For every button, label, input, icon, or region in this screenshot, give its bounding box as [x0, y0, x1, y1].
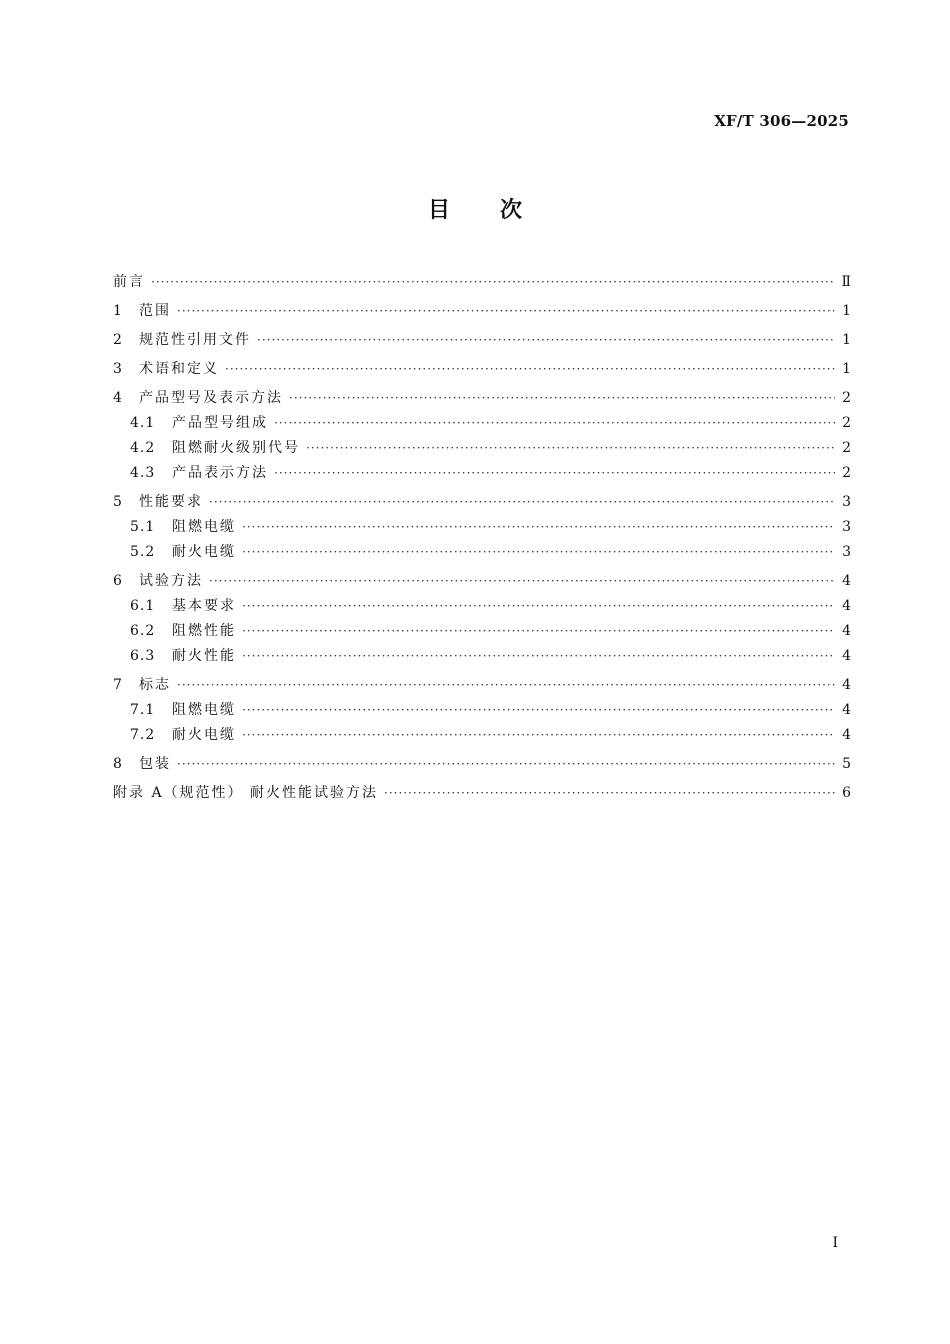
- toc-entry-label: 标志: [139, 677, 171, 693]
- toc-entry-label: 产品型号组成: [172, 415, 268, 431]
- toc-entry[interactable]: [113, 517, 851, 537]
- toc-dot-leader: [289, 388, 835, 408]
- toc-entry[interactable]: [113, 463, 851, 483]
- toc-entry-number: 4.1: [130, 415, 156, 431]
- toc-dot-leader: [257, 330, 835, 350]
- toc-entry-label: 规范性引用文件: [139, 332, 251, 348]
- toc-entry-number: 8: [113, 756, 122, 772]
- toc-entry-page: Ⅱ: [841, 274, 851, 290]
- toc-entry[interactable]: [113, 492, 851, 512]
- toc-entry-number: 1: [113, 303, 122, 319]
- toc-dot-leader: [177, 301, 835, 321]
- toc-dot-leader: [177, 675, 835, 695]
- toc-entry-number: 6: [113, 573, 122, 589]
- toc-entry-label: 阻燃耐火级别代号: [172, 440, 300, 456]
- table-of-contents: [113, 272, 851, 803]
- toc-title: 目次: [427, 198, 572, 223]
- toc-entry[interactable]: [113, 700, 851, 720]
- toc-entry-page: 4: [842, 702, 851, 718]
- toc-entry[interactable]: [113, 330, 851, 350]
- toc-entry-number: 7.1: [130, 702, 156, 718]
- toc-entry[interactable]: [113, 301, 851, 321]
- footer-page-number: Ⅰ: [832, 1235, 838, 1251]
- toc-entry-page: 4: [842, 598, 851, 614]
- toc-entry-page: 4: [842, 623, 851, 639]
- toc-entry-number: 4: [113, 390, 122, 406]
- toc-entry[interactable]: [113, 438, 851, 458]
- toc-dot-leader: [225, 359, 835, 379]
- toc-entry-page: 2: [842, 440, 851, 456]
- toc-entry-label: 性能要求: [139, 494, 203, 510]
- toc-entry-page: 3: [842, 519, 851, 535]
- toc-entry[interactable]: [113, 596, 851, 616]
- toc-entry-page: 3: [842, 544, 851, 560]
- toc-dot-leader: [242, 621, 835, 641]
- toc-dot-leader: [209, 492, 835, 512]
- toc-entry-page: 1: [842, 303, 851, 319]
- toc-entry-number: 7.2: [130, 727, 156, 743]
- toc-entry-page: 1: [842, 361, 851, 377]
- toc-entry-label: 范围: [139, 303, 171, 319]
- toc-entry-label: 阻燃性能: [172, 623, 236, 639]
- toc-dot-leader: [177, 754, 835, 774]
- toc-entry[interactable]: [113, 725, 851, 745]
- toc-dot-leader: [242, 700, 835, 720]
- toc-entry-label: 术语和定义: [139, 361, 219, 377]
- toc-dot-leader: [384, 783, 835, 803]
- toc-dot-leader: [306, 438, 835, 458]
- toc-dot-leader: [274, 463, 835, 483]
- toc-entry-page: 5: [842, 756, 851, 772]
- toc-dot-leader: [242, 646, 835, 666]
- toc-entry-page: 4: [842, 648, 851, 664]
- toc-entry-page: 1: [842, 332, 851, 348]
- toc-entry-number: 2: [113, 332, 122, 348]
- document-code: XF/T 306—2025: [714, 112, 849, 130]
- toc-entry[interactable]: [113, 388, 851, 408]
- toc-entry-label: 包装: [139, 756, 171, 772]
- toc-entry-label: 产品表示方法: [172, 465, 268, 481]
- toc-entry-label: 试验方法: [139, 573, 203, 589]
- toc-entry[interactable]: [113, 542, 851, 562]
- toc-entry[interactable]: [113, 359, 851, 379]
- toc-dot-leader: [242, 542, 835, 562]
- toc-entry[interactable]: [113, 754, 851, 774]
- toc-entry-number: 7: [113, 677, 122, 693]
- toc-entry-number: 4.2: [130, 440, 156, 456]
- toc-entry[interactable]: [113, 675, 851, 695]
- toc-entry-page: 3: [842, 494, 851, 510]
- toc-entry-number: 6.3: [130, 648, 156, 664]
- toc-entry-page: 2: [842, 390, 851, 406]
- toc-entry[interactable]: [113, 272, 851, 292]
- toc-entry-label: 耐火性能: [172, 648, 236, 664]
- toc-entry-number: 5.1: [130, 519, 156, 535]
- toc-entry-page: 6: [842, 785, 851, 801]
- toc-entry[interactable]: [113, 783, 851, 803]
- toc-entry-label: 前言: [113, 274, 145, 290]
- toc-entry-page: 4: [842, 727, 851, 743]
- toc-dot-leader: [151, 272, 835, 292]
- toc-entry-page: 2: [842, 415, 851, 431]
- toc-entry-number: 6.1: [130, 598, 156, 614]
- toc-entry[interactable]: [113, 413, 851, 433]
- toc-entry-label: 附录 A（规范性） 耐火性能试验方法: [113, 785, 379, 801]
- toc-entry-label: 阻燃电缆: [172, 519, 236, 535]
- toc-entry-label: 产品型号及表示方法: [139, 390, 283, 406]
- toc-entry[interactable]: [113, 621, 851, 641]
- toc-entry-number: 5.2: [130, 544, 156, 560]
- toc-entry[interactable]: [113, 571, 851, 591]
- toc-entry-page: 4: [842, 573, 851, 589]
- toc-dot-leader: [209, 571, 835, 591]
- toc-entry-label: 基本要求: [172, 598, 236, 614]
- toc-entry[interactable]: [113, 646, 851, 666]
- toc-dot-leader: [242, 596, 835, 616]
- toc-entry-label: 耐火电缆: [172, 544, 236, 560]
- toc-dot-leader: [274, 413, 835, 433]
- toc-entry-page: 4: [842, 677, 851, 693]
- toc-entry-number: 4.3: [130, 465, 156, 481]
- toc-dot-leader: [242, 517, 835, 537]
- toc-entry-number: 5: [113, 494, 122, 510]
- toc-entry-number: 6.2: [130, 623, 156, 639]
- toc-entry-label: 阻燃电缆: [172, 702, 236, 718]
- toc-dot-leader: [242, 725, 835, 745]
- toc-entry-page: 2: [842, 465, 851, 481]
- toc-entry-label: 耐火电缆: [172, 727, 236, 743]
- toc-entry-number: 3: [113, 361, 122, 377]
